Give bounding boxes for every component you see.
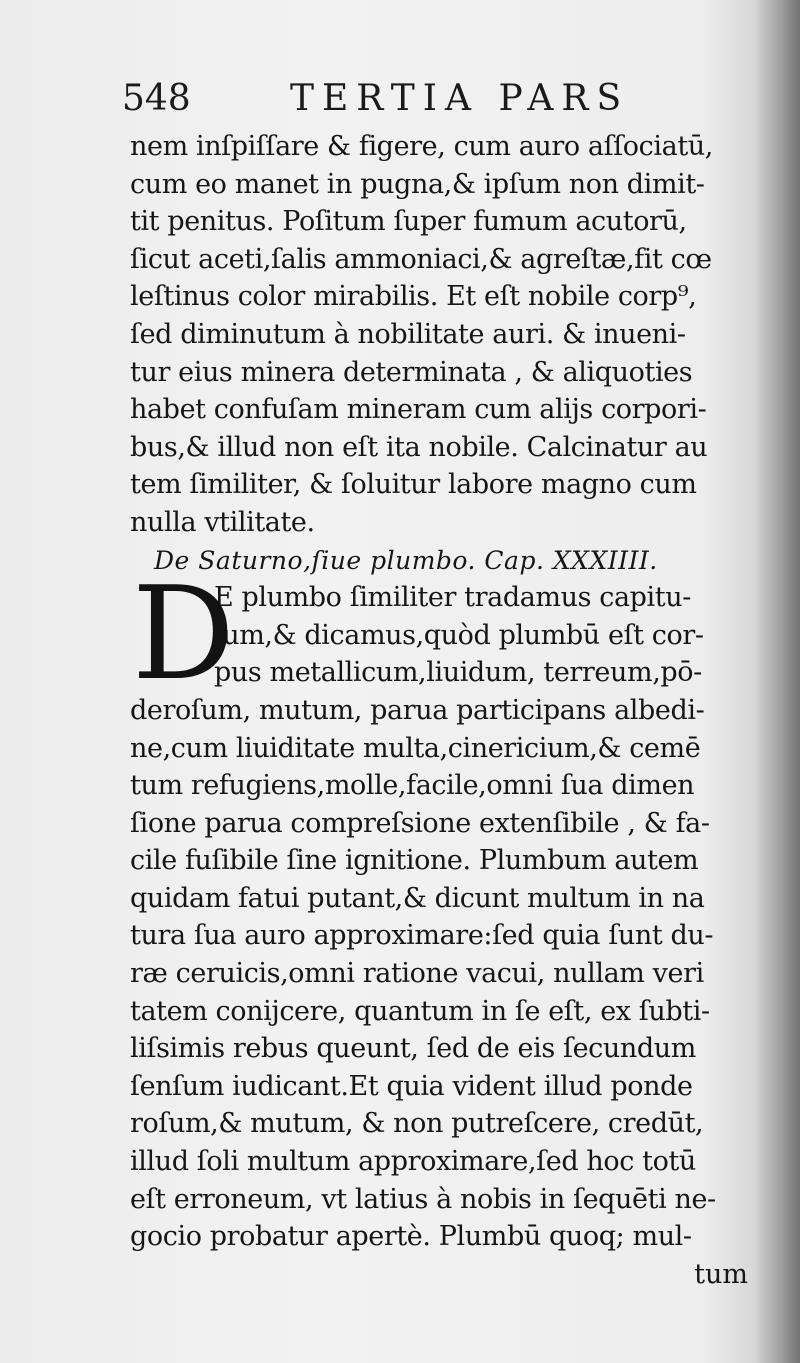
text-line: bus,& illud non eſt ita nobile. Calcinatur au (130, 431, 708, 463)
page-header (122, 72, 662, 122)
text-line: gocio probatur apertè. Plumbū quoq; mul- (130, 1221, 692, 1253)
text-line: tem ſimiliter, & ſoluitur labore magno cum (130, 469, 697, 501)
text-line: E plumbo ſimiliter tradamus capitu- (214, 582, 691, 614)
text-line: pus metallicum,liuidum, terreum,pō- (214, 657, 702, 689)
catchword: tum (694, 1258, 748, 1290)
text-line: tur eius minera determinata , & aliquoties (130, 356, 693, 388)
text-line: ſenſum iudicant.Et quia vident illud ponde (130, 1070, 693, 1102)
text-line: tum refugiens,molle,facile,omni ſua dimen (130, 770, 695, 802)
text-line: ſicut aceti,ſalis ammoniaci,& agreſtæ,fit cœ (130, 243, 712, 275)
page-edge-shadow (755, 0, 800, 1363)
text-line: ſione parua compreſsione extenſibile , & fa- (130, 807, 710, 839)
text-line: leſtinus color mirabilis. Et eſt nobile corp⁹, (130, 281, 697, 313)
text-line: deroſum, mutum, parua participans albedi- (130, 694, 705, 726)
text-line: ræ ceruicis,omni ratione vacui, nullam veri (130, 958, 704, 990)
text-line: tit penitus. Poſitum ſuper fumum acutorū, (130, 206, 687, 238)
text-line: quidam fatui putant,& dicunt multum in na (130, 882, 705, 914)
text-line: nulla vtilitate. (130, 506, 315, 538)
text-line: lum,& dicamus,quòd plumbū eſt cor- (214, 619, 704, 651)
text-line: tatem conijcere, quantum in ſe eſt, ex ſubti- (130, 995, 710, 1027)
drop-cap: D (132, 560, 235, 710)
text-line: nem inſpiſſare & figere, cum auro aſſociatū, (130, 131, 713, 162)
text-line: ne,cum liuiditate multa,cinericium,& cemē (130, 732, 701, 764)
text-line: cum eo manet in pugna,& ipſum non dimit- (130, 168, 705, 200)
text-line: illud ſoli multum approximare,ſed hoc totū (130, 1146, 696, 1178)
text-line: liſsimis rebus queunt, ſed de eis ſecundum (130, 1033, 696, 1065)
text-line: tura ſua auro approximare:ſed quia ſunt du- (130, 920, 714, 952)
chapter-heading: De Saturno,ſiue plumbo. Cap. XXXIIII. (154, 545, 658, 575)
text-line: ſed diminutum à nobilitate auri. & inueni- (130, 318, 686, 350)
text-line: roſum,& mutum, & non putreſcere, credūt, (130, 1108, 704, 1140)
text-line: cile fuſibile ſine ignitione. Plumbum autem (130, 845, 699, 877)
page-number: 548 (122, 78, 191, 119)
text-line: habet confuſam mineram cum aliјs corpori- (130, 394, 707, 426)
body-text (130, 128, 750, 1293)
text-line: eſt erroneum, vt latius à nobis in ſequēti ne- (130, 1183, 716, 1215)
paragraph-1 (130, 128, 750, 542)
running-head: TERTIA PARS (290, 78, 630, 119)
